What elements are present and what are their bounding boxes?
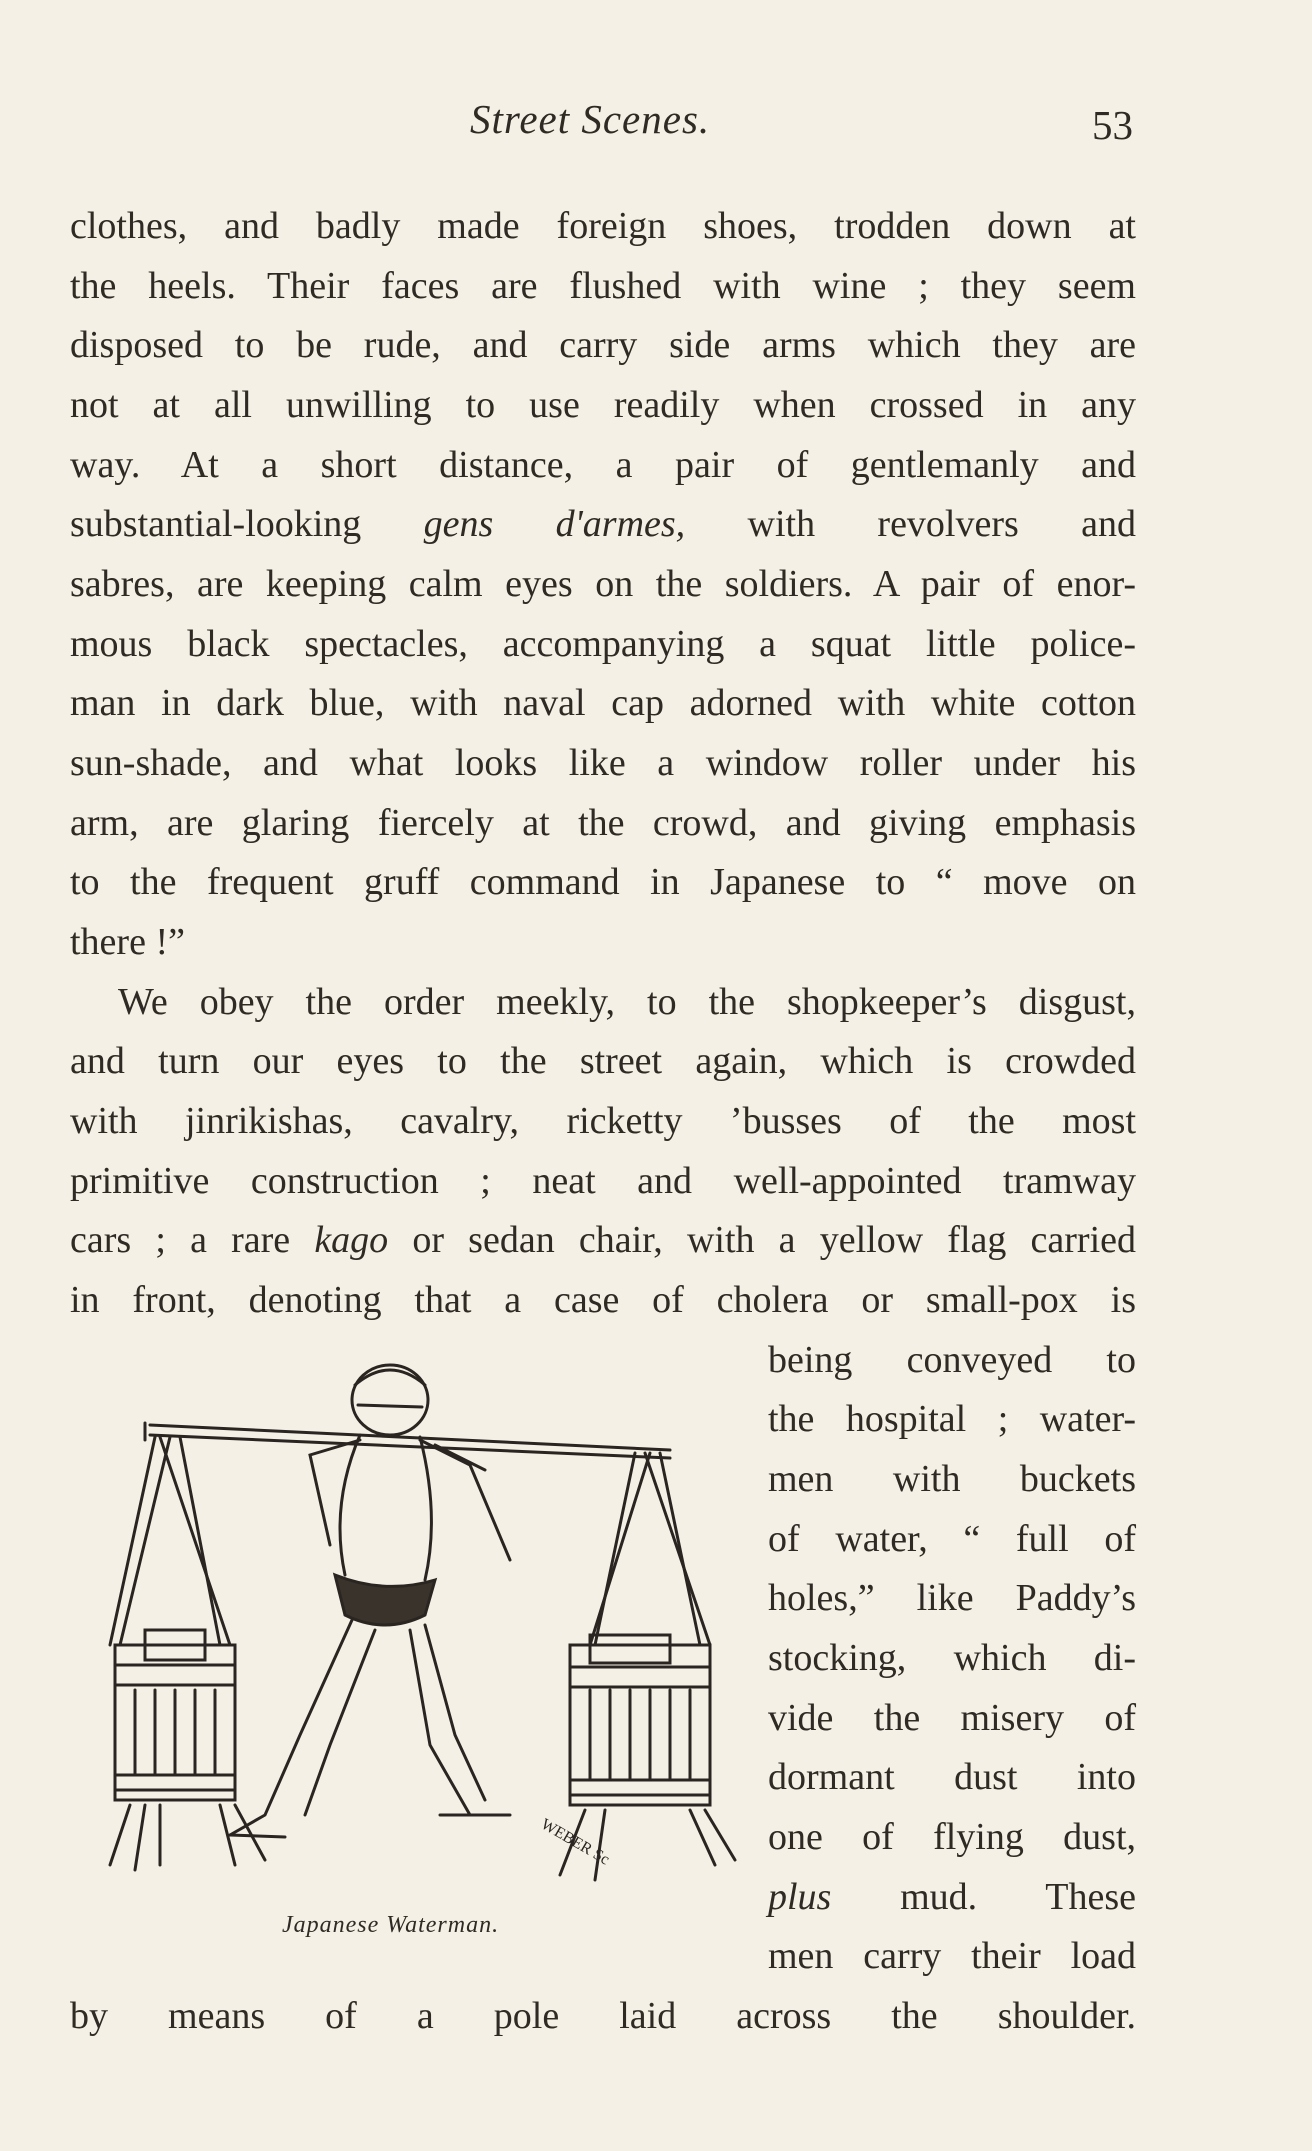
text-line: the heels. Their faces are flushed with wine ; they seem bbox=[70, 265, 1136, 307]
text-span: or sedan chair, with a yellow flag carried bbox=[412, 1219, 1137, 1261]
text-line-narrow: men carry their load bbox=[768, 1935, 1136, 1977]
text-line: way. At a short distance, a pair of gentlemanly and bbox=[70, 444, 1136, 486]
text-line-narrow: men with buckets bbox=[768, 1458, 1136, 1500]
text-span: with revolvers and bbox=[747, 503, 1137, 545]
italic-term: gens d'armes, bbox=[423, 503, 686, 545]
text-line-narrow: holes,” like Paddy’s bbox=[768, 1577, 1136, 1619]
text-line: with jinrikishas, cavalry, ricketty ’busses of the most bbox=[70, 1100, 1136, 1142]
text-line: clothes, and badly made foreign shoes, trodden down at bbox=[70, 205, 1136, 247]
waterman-illustration bbox=[90, 1345, 750, 1905]
text-line: not at all unwilling to use readily when crossed in any bbox=[70, 384, 1136, 426]
figure-caption: Japanese Waterman. bbox=[282, 1912, 500, 1938]
text-line-narrow: vide the misery of bbox=[768, 1697, 1136, 1739]
text-line: by means of a pole laid across the shoulder. bbox=[70, 1995, 1136, 2037]
text-line-with-italic bbox=[70, 1218, 1136, 1262]
page-number: 53 bbox=[1092, 102, 1133, 148]
text-line: and turn our eyes to the street again, which is crowded bbox=[70, 1040, 1136, 1082]
text-line: mous black spectacles, accompanying a squat little police- bbox=[70, 623, 1136, 665]
running-title: Street Scenes. bbox=[470, 96, 711, 142]
text-span: substantial-looking bbox=[70, 503, 362, 545]
engraver-mark: WEBER Sc bbox=[538, 1815, 613, 1869]
text-span: mud. These bbox=[900, 1876, 1136, 1918]
running-head bbox=[0, 95, 1312, 155]
text-line: to the frequent gruff command in Japanese to “ move on bbox=[70, 861, 1136, 903]
text-line-narrow: one of flying dust, bbox=[768, 1816, 1136, 1858]
text-span: cars ; a rare bbox=[70, 1219, 291, 1261]
text-line-narrow: the hospital ; water- bbox=[768, 1398, 1136, 1440]
text-line: arm, are glaring fiercely at the crowd, and giving emphasis bbox=[70, 802, 1136, 844]
text-line: man in dark blue, with naval cap adorned with white cotton bbox=[70, 682, 1136, 724]
text-line-narrow: dormant dust into bbox=[768, 1756, 1136, 1798]
text-line-narrow: stocking, which di- bbox=[768, 1637, 1136, 1679]
italic-term: plus bbox=[768, 1876, 832, 1918]
text-line: in front, denoting that a case of cholera or small-pox is bbox=[70, 1279, 1136, 1321]
text-line: sabres, are keeping calm eyes on the soldiers. A pair of enor- bbox=[70, 563, 1136, 605]
text-line-narrow: of water, “ full of bbox=[768, 1518, 1136, 1560]
text-line: sun-shade, and what looks like a window roller under his bbox=[70, 742, 1136, 784]
text-line-with-italic bbox=[768, 1875, 1136, 1919]
text-line-narrow: being conveyed to bbox=[768, 1339, 1136, 1381]
text-line: disposed to be rude, and carry side arms which they are bbox=[70, 324, 1136, 366]
paragraph-first-line: We obey the order meekly, to the shopkeeper’s disgust, bbox=[118, 981, 1136, 1023]
italic-term: kago bbox=[314, 1219, 389, 1261]
text-line: primitive construction ; neat and well-appointed tramway bbox=[70, 1160, 1136, 1202]
text-line-with-italic bbox=[70, 502, 1136, 546]
text-line: there !” bbox=[70, 921, 185, 963]
